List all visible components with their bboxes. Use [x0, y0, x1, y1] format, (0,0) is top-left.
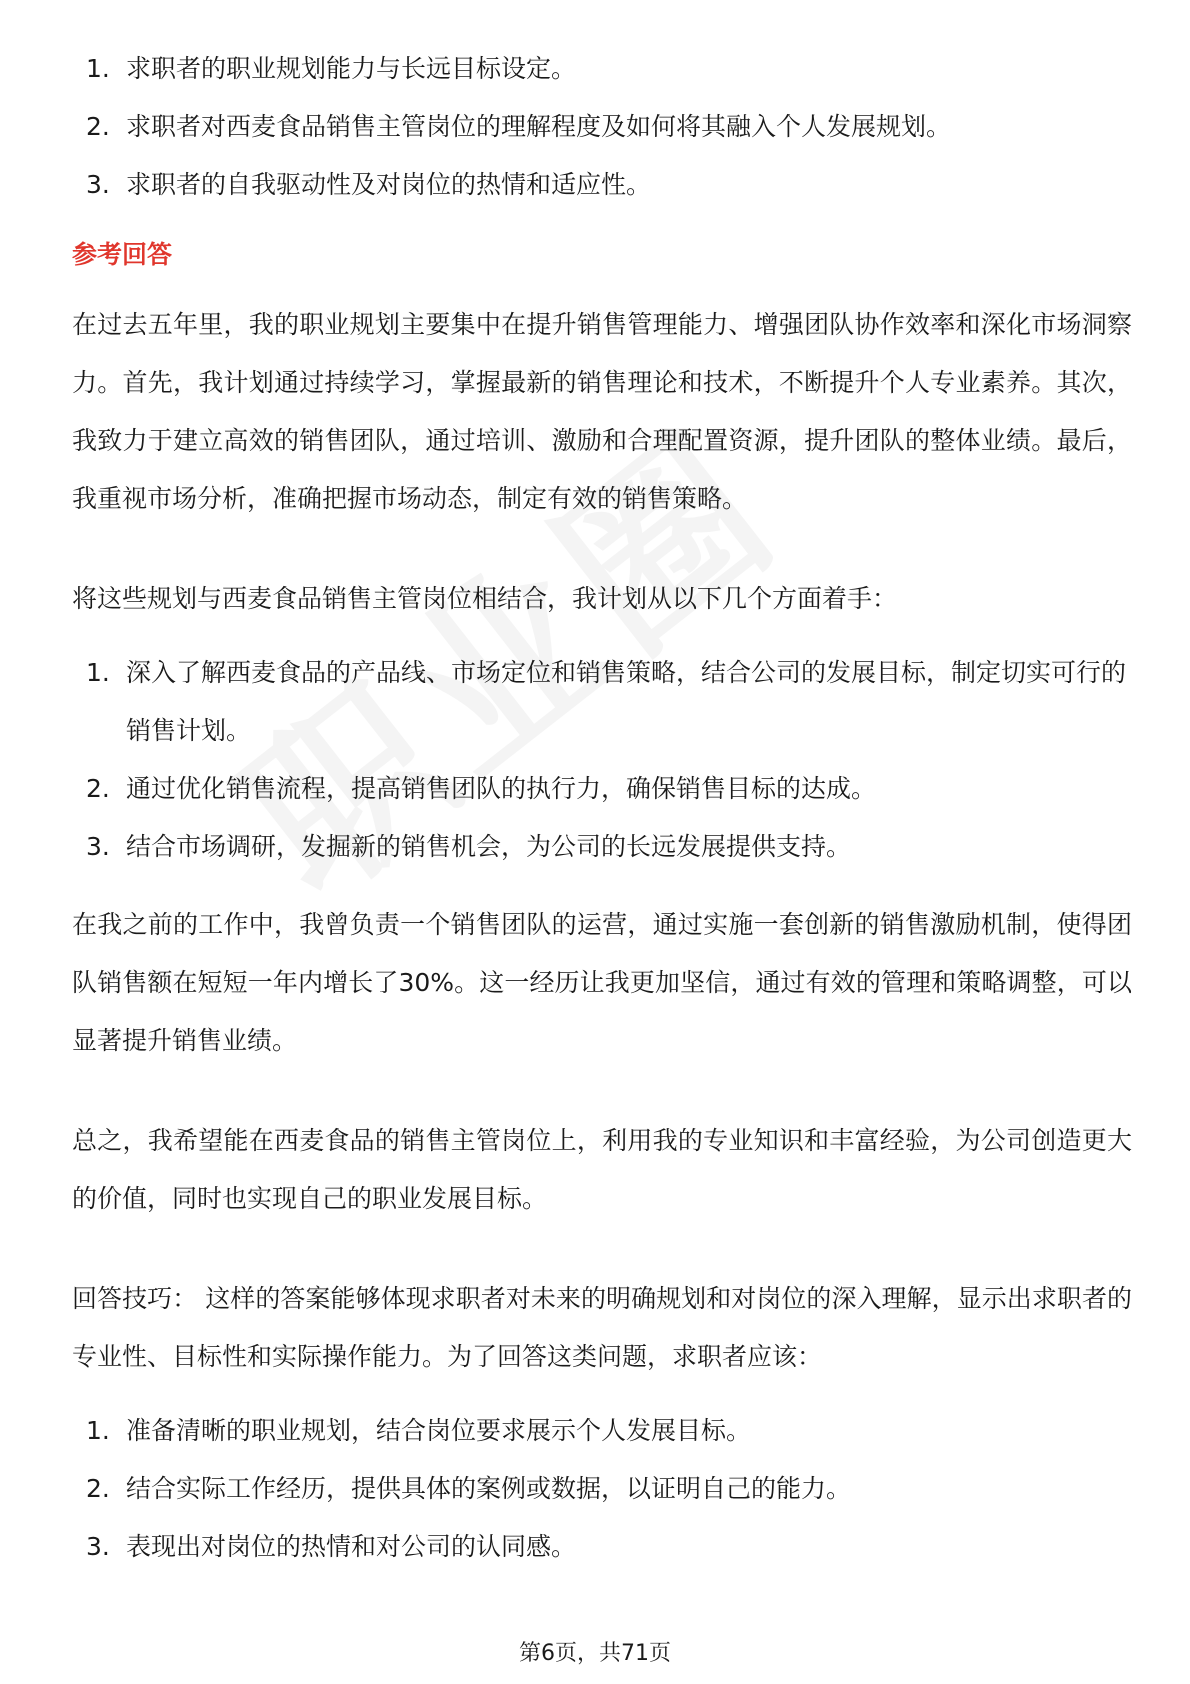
tips-list [72, 1402, 1132, 1576]
list-number: 1. [86, 658, 110, 687]
list-text: 表现出对岗位的热情和对公司的认同感。 [126, 1532, 577, 1561]
list-text: 求职者对西麦食品销售主管岗位的理解程度及如何将其融入个人发展规划。 [126, 112, 952, 141]
list-text: 求职者的自我驱动性及对岗位的热情和适应性。 [126, 170, 652, 199]
list-text: 求职者的职业规划能力与长远目标设定。 [126, 54, 577, 83]
answer-paragraph-4: 总之，我希望能在西麦食品的销售主管岗位上，利用我的专业知识和丰富经验，为公司创造更大的价值，同时也实现自己的职业发展目标。 [72, 1126, 1132, 1213]
list-text: 通过优化销售流程，提高销售团队的执行力，确保销售目标的达成。 [126, 774, 877, 803]
answer-paragraph-1: 在过去五年里，我的职业规划主要集中在提升销售管理能力、增强团队协作效率和深化市场洞察力。首先，我计划通过持续学习，掌握最新的销售理论和技术，不断提升个人专业素养。其次，我致力于建立高效的销售团队，通过培训、激励和合理配置资源，提升团队的整体业绩。最后，我重视市场分析，准确把握市场动态，制定有效的销售策略。 [72, 310, 1132, 513]
list-item [72, 1518, 1132, 1576]
list-number: 3. [86, 1532, 110, 1561]
list-number: 1. [86, 1416, 110, 1445]
plan-list [72, 644, 1132, 876]
list-text: 深入了解西麦食品的产品线、市场定位和销售策略，结合公司的发展目标，制定切实可行的销售计划。 [126, 658, 1127, 745]
answer-paragraph-3: 在我之前的工作中，我曾负责一个销售团队的运营，通过实施一套创新的销售激励机制，使得团队销售额在短短一年内增长了30%。这一经历让我更加坚信，通过有效的管理和策略调整，可以显著提升销售业绩。 [72, 910, 1132, 1055]
intro-list [72, 40, 1132, 214]
list-item [72, 40, 1132, 98]
list-number: 2. [86, 774, 110, 803]
tips-paragraph: 回答技巧： 这样的答案能够体现求职者对未来的明确规划和对岗位的深入理解，显示出求职者的专业性、目标性和实际操作能力。为了回答这类问题，求职者应该： [72, 1284, 1132, 1371]
list-item [72, 98, 1132, 156]
list-item [72, 644, 1132, 760]
list-text: 结合实际工作经历，提供具体的案例或数据，以证明自己的能力。 [126, 1474, 852, 1503]
list-text: 结合市场调研，发掘新的销售机会，为公司的长远发展提供支持。 [126, 832, 852, 861]
list-item [72, 156, 1132, 214]
document-page [72, 40, 1132, 1576]
list-item [72, 1402, 1132, 1460]
list-number: 3. [86, 170, 110, 199]
answer-paragraph-2: 将这些规划与西麦食品销售主管岗位相结合，我计划从以下几个方面着手： [72, 584, 898, 613]
list-number: 2. [86, 1474, 110, 1503]
list-number: 1. [86, 54, 110, 83]
section-heading: 参考回答 [72, 240, 173, 269]
list-item [72, 1460, 1132, 1518]
list-number: 3. [86, 832, 110, 861]
list-item [72, 818, 1132, 876]
page-footer: 第6页，共71页 [519, 1641, 671, 1666]
list-text: 准备清晰的职业规划，结合岗位要求展示个人发展目标。 [126, 1416, 752, 1445]
list-item [72, 760, 1132, 818]
list-number: 2. [86, 112, 110, 141]
